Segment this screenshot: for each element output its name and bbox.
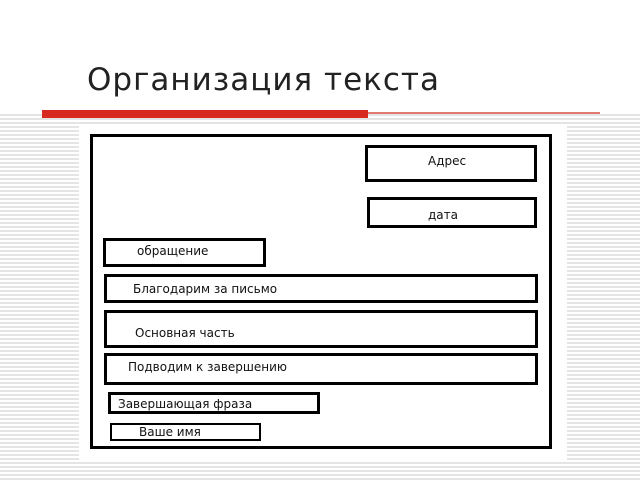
- date-label: дата: [428, 208, 458, 222]
- main-part-label: Основная часть: [135, 326, 235, 340]
- your-name-label: Ваше имя: [139, 425, 201, 439]
- salutation-label: обращение: [137, 244, 209, 258]
- conclusion-box: [104, 353, 538, 385]
- closing-phrase-label: Завершающая фраза: [118, 397, 253, 411]
- address-box: [365, 145, 537, 182]
- your-name-box: [110, 423, 261, 441]
- title-accent-bar: [42, 110, 368, 118]
- thanks-box: [104, 274, 538, 303]
- title-accent-line: [368, 112, 600, 114]
- salutation-box: [103, 238, 266, 267]
- main-part-box: [104, 310, 538, 348]
- conclusion-label: Подводим к завершению: [128, 360, 288, 374]
- thanks-label: Благодарим за письмо: [133, 282, 278, 296]
- address-label: Адрес: [428, 154, 467, 168]
- closing-phrase-box: [108, 392, 320, 414]
- date-box: [367, 197, 537, 228]
- slide-title: Организация текста: [87, 62, 440, 98]
